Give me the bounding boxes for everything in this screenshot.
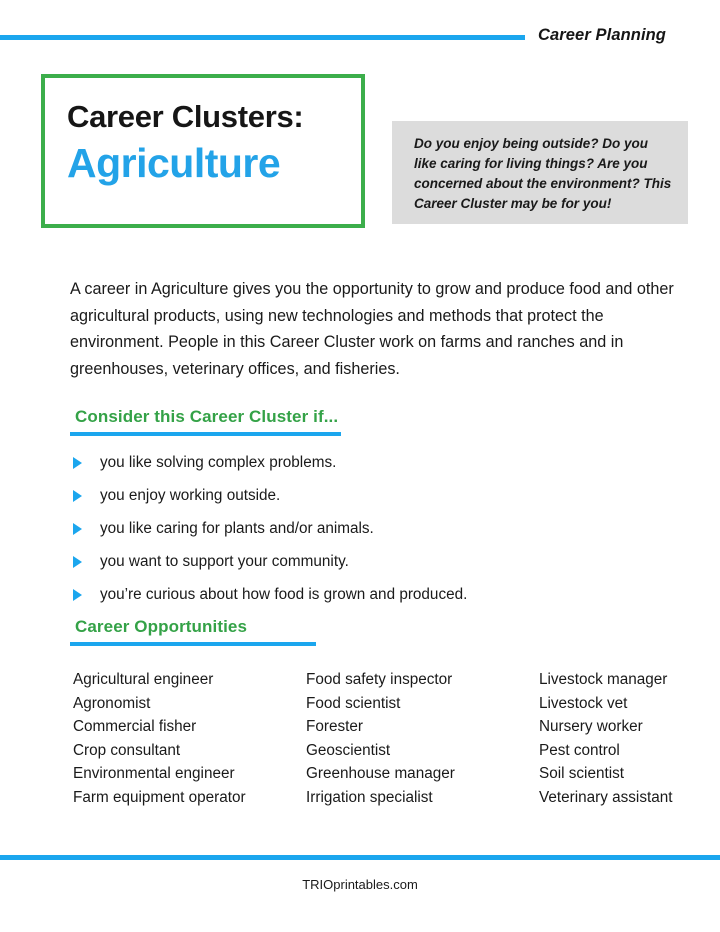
consider-list-item-label: you enjoy working outside. (100, 487, 281, 504)
careers-grid (70, 646, 673, 810)
career-column (303, 668, 536, 810)
footer-site-label: TRIOprintables.com (302, 877, 418, 892)
consider-list-item-label: you like solving complex problems. (100, 454, 337, 471)
career-item: Veterinary assistant (539, 788, 673, 806)
career-item: Commercial fisher (73, 718, 197, 736)
career-column (536, 668, 673, 810)
career-item: Soil scientist (539, 765, 625, 783)
header-accent-rule (0, 35, 525, 40)
career-item: Geoscientist (306, 741, 391, 759)
career-item: Food scientist (306, 694, 401, 712)
consider-list-item (70, 552, 650, 572)
consider-list-item-label: you’re curious about how food is grown and produced. (100, 586, 468, 603)
consider-list (70, 436, 650, 605)
triangle-bullet-icon (73, 490, 82, 502)
career-item: Farm equipment operator (73, 788, 246, 806)
career-item: Pest control (539, 741, 620, 759)
consider-list-item (70, 519, 650, 539)
consider-list-item (70, 486, 650, 506)
career-item: Agronomist (73, 694, 151, 712)
career-item: Irrigation specialist (306, 788, 433, 806)
opportunities-section-heading: Career Opportunities (75, 617, 248, 636)
callout-box (392, 121, 688, 224)
footer-accent-rule (0, 855, 720, 860)
career-item: Crop consultant (73, 741, 181, 759)
callout-text: Do you enjoy being outside? Do you like caring for living things? Are you concerned about the environment? This Career Cluster may be for you! (414, 136, 672, 211)
career-item: Livestock vet (539, 694, 628, 712)
consider-list-item (70, 453, 650, 473)
career-item: Nursery worker (539, 718, 643, 736)
triangle-bullet-icon (73, 589, 82, 601)
triangle-bullet-icon (73, 523, 82, 535)
consider-list-item-label: you like caring for plants and/or animals. (100, 520, 374, 537)
consider-list-item (70, 585, 650, 605)
career-item: Food safety inspector (306, 671, 453, 688)
triangle-bullet-icon (73, 556, 82, 568)
consider-section (70, 407, 650, 618)
consider-list-item-label: you want to support your community. (100, 553, 349, 570)
career-item: Livestock manager (539, 671, 668, 688)
career-column (70, 668, 303, 810)
career-item: Greenhouse manager (306, 765, 455, 783)
title-primary: Career Clusters: (67, 99, 304, 134)
intro-paragraph: A career in Agriculture gives you the opportunity to grow and produce food and other agricultural products, using new technologies and methods that protect the environment. People in this Career Cluster work on farms and ranches and in greenhouses, veterinary offices, and fisheries. (70, 280, 674, 378)
career-item: Forester (306, 718, 363, 736)
triangle-bullet-icon (73, 457, 82, 469)
career-item: Environmental engineer (73, 765, 235, 783)
career-item: Agricultural engineer (73, 671, 214, 688)
opportunities-section (70, 617, 673, 810)
title-cluster-name: Agriculture (67, 140, 281, 186)
consider-section-heading: Consider this Career Cluster if... (75, 407, 339, 426)
title-box (41, 74, 365, 228)
header-category-label: Career Planning (537, 26, 666, 44)
